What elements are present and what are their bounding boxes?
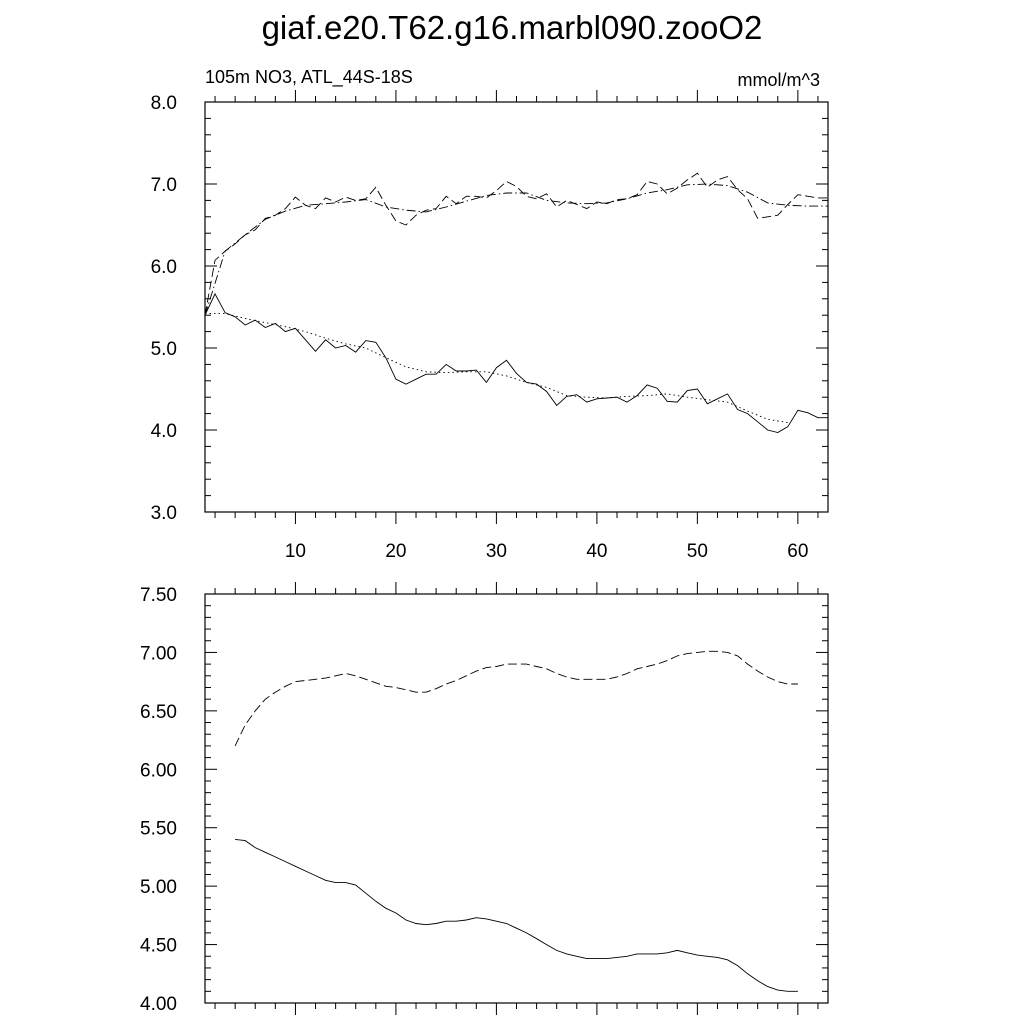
- y-tick-label: 7.00: [140, 643, 177, 665]
- series-line-dashed: [235, 651, 798, 746]
- series-line-dash-dot: [205, 184, 828, 315]
- y-tick-label: 6.0: [150, 257, 177, 278]
- bottom-panel: [140, 582, 828, 1015]
- x-tick-label: 20: [385, 541, 407, 562]
- panel-units-label: mmol/m^3: [737, 70, 820, 90]
- series-line-solid: [205, 294, 828, 433]
- y-tick-label: 5.00: [140, 877, 177, 899]
- y-tick-label: 4.00: [140, 994, 177, 1015]
- y-tick-label: 6.00: [140, 760, 177, 782]
- series-line-solid: [235, 839, 798, 991]
- x-tick-label: 30: [485, 541, 507, 562]
- y-tick-label: 6.50: [140, 701, 177, 723]
- y-tick-label: 5.0: [150, 339, 177, 360]
- y-tick-label: 5.50: [140, 818, 177, 840]
- panel-left-label: 105m NO3, ATL_44S-18S: [205, 67, 413, 87]
- y-tick-label: 7.50: [140, 585, 177, 606]
- y-tick-label: 4.0: [150, 421, 177, 442]
- x-tick-label: 40: [586, 541, 608, 562]
- y-tick-label: 3.0: [150, 503, 177, 524]
- x-tick-label: 60: [787, 541, 809, 562]
- plot-frame: [205, 102, 828, 512]
- y-tick-label: 4.50: [140, 935, 177, 957]
- chart-title: giaf.e20.T62.g16.marbl090.zooO2: [261, 9, 763, 46]
- plot-frame: [205, 594, 828, 1003]
- y-tick-label: 7.0: [150, 175, 177, 196]
- y-tick-label: 8.0: [150, 93, 177, 114]
- series-line-dashed: [205, 173, 828, 315]
- top-panel: [151, 67, 828, 562]
- x-tick-label: 50: [686, 541, 708, 562]
- x-tick-label: 10: [284, 541, 307, 562]
